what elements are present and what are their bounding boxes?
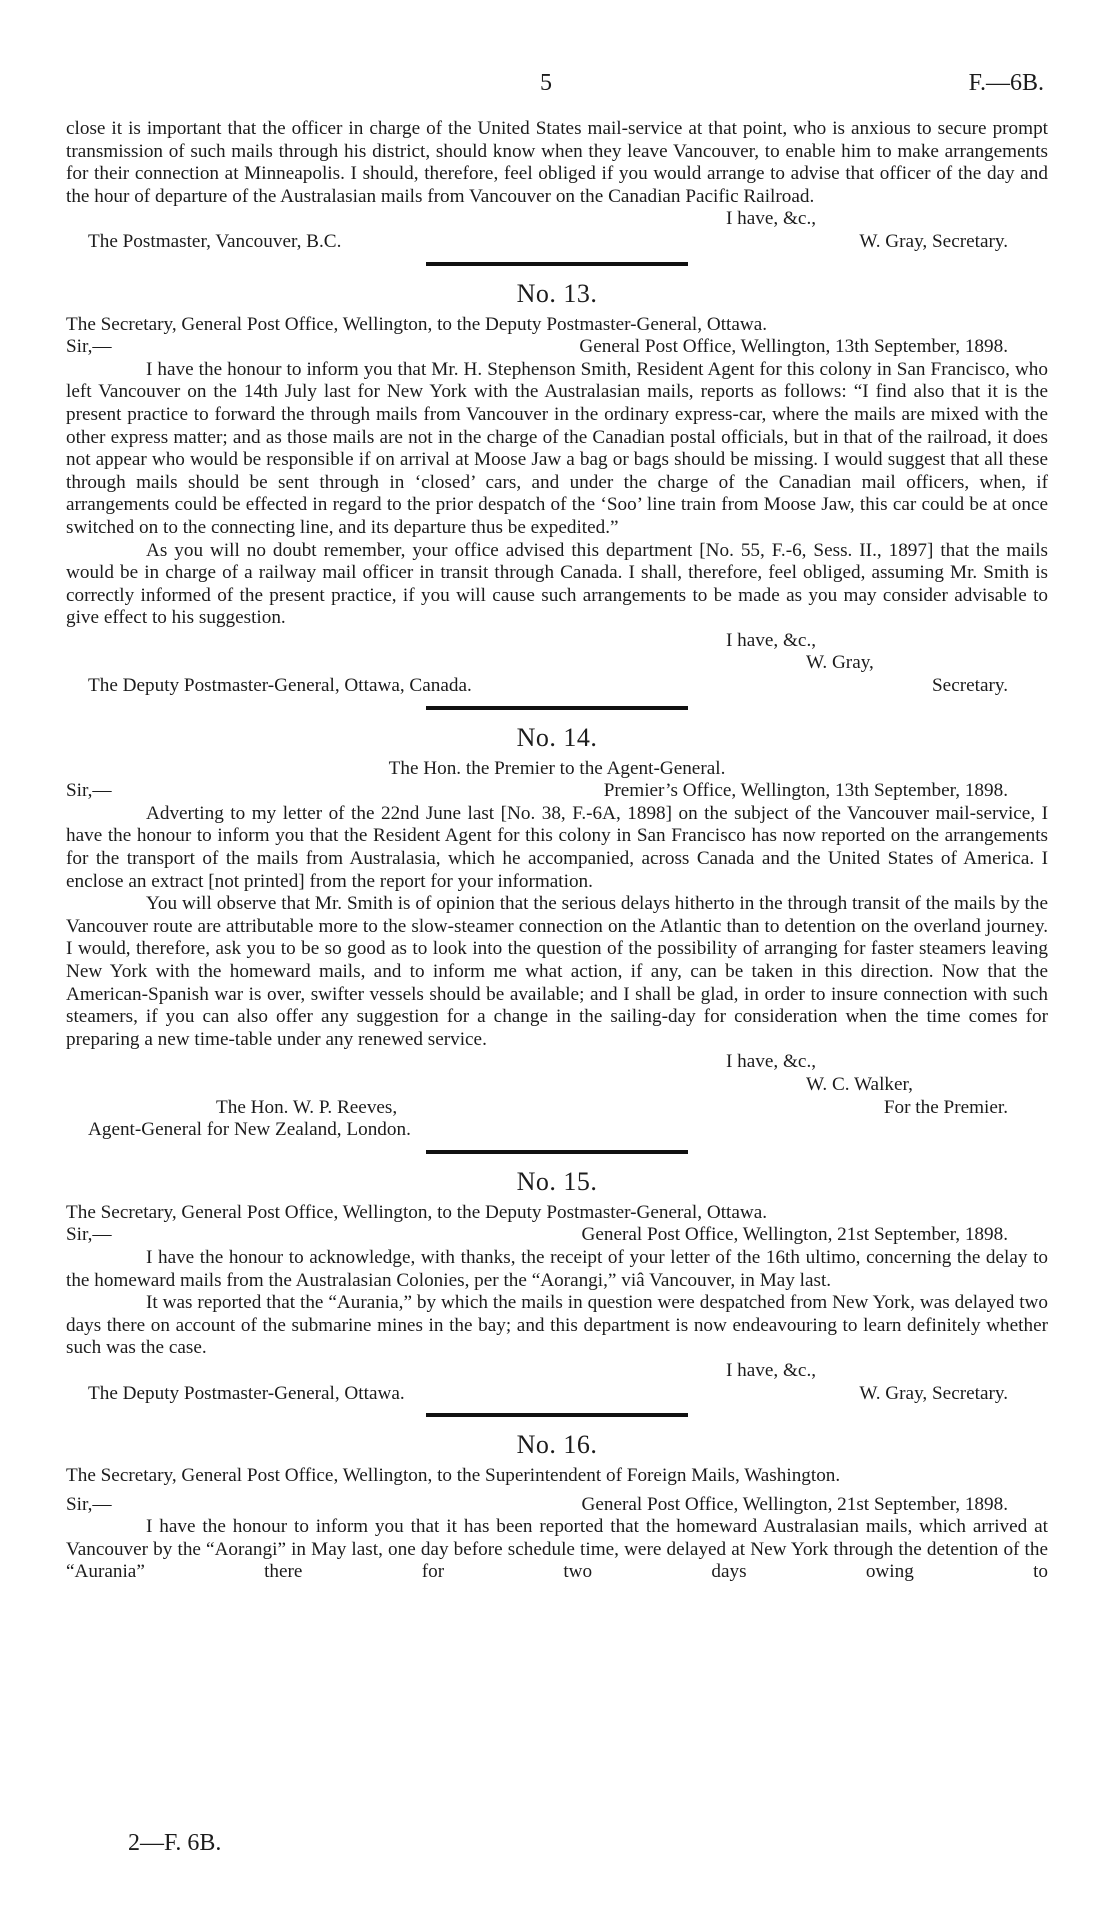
letter-closing: I have, &c., [726,629,817,651]
letter-paragraph: Adverting to my letter of the 22nd June last [No. 38, F.-6A, 1898] on the subject of the Vancouver mail-service, I have the honour to inform you that the Resident Agent for this colony in San Francisco has now reported on the arrangements for the transport of the mails from Australasia, which he accompanied, across Canada and the United States of America. I enclose an extract [not printed] from the report for your information. [66,802,1048,892]
dateline: General Post Office, Wellington, 13th September, 1898. [579,336,1008,358]
page-reference: F.—6B. [968,70,1044,96]
letter-route: The Secretary, General Post Office, Wellington, to the Superintendent of Foreign Mails, Washington. [66,1465,841,1487]
addressee-row [66,675,1048,698]
page-body [66,118,1048,1584]
section-divider [426,1150,688,1154]
letter-heading: No. 13. [516,278,598,308]
section-divider [426,1413,688,1417]
salutation: Sir,— [66,780,112,802]
letter-paragraph: I have the honour to inform you that Mr. H. Stephenson Smith, Resident Agent for this colony in San Francisco, who left Vancouver on the 14th July last for New York with the Australasian mails, reports as follows: “I find also that it is the present practice to forward the through mails from Vancouver in the ordinary express-car, where the mails are mixed with the other express matter; and as those mails are not in the charge of the Canadian postal officials, but in that of the railroad, it does not appear who would be responsible if on arrival at Moose Jaw a bag or bags should be missing. I would suggest that all these through mails should be sent through in ‘closed’ cars, and under the charge of the Canadian mail officers, when, if arrangements could be effected in regard to the prior despatch of the ‘Soo’ line train from Moose Jaw, this car could be at once switched on to the connecting line, and its departure thus be expedited.” [66,358,1048,538]
letter-addressee: The Deputy Postmaster-General, Ottawa. [88,1382,405,1404]
opening-signature-row [66,231,1048,254]
section-divider [426,706,688,710]
letter-addressee: The Deputy Postmaster-General, Ottawa, Canada. [88,675,472,697]
dateline: Premier’s Office, Wellington, 13th September, 1898. [603,780,1008,802]
letter-closing: I have, &c., [726,1359,817,1381]
section-divider [426,262,688,266]
opening-paragraph: close it is important that the officer in charge of the United States mail-service at that point, who is anxious to secure prompt transmission of such mails through his district, should know when they leave Vancouver, to enable him to make arrangements for their connection at Minneapolis. I should, therefore, feel obliged if you would arrange to advise that officer of the day and the hour of departure of the Australasian mails from Vancouver on the Canadian Pacific Railroad. [66,118,1048,207]
salutation: Sir,— [66,1224,112,1246]
letter-addressee: The Hon. W. P. Reeves, [216,1096,398,1118]
dateline: General Post Office, Wellington, 21st September, 1898. [581,1493,1008,1515]
salutation-row [66,1224,1048,1247]
letter-route: The Secretary, General Post Office, Wellington, to the Deputy Postmaster-General, Ottawa. [66,313,768,335]
letter-addressee-line2: Agent-General for New Zealand, London. [88,1119,411,1141]
letter-signature-name: W. C. Walker, [806,1073,913,1095]
letter-heading: No. 15. [516,1166,598,1196]
opening-addressee: The Postmaster, Vancouver, B.C. [88,230,342,252]
letter-signature-title: Secretary. [932,675,1008,697]
addressee-row [66,1097,1048,1120]
addressee-row [66,1383,1048,1406]
opening-signature: W. Gray, Secretary. [859,230,1008,252]
salutation-row [66,1494,1048,1517]
page-header [0,70,1114,100]
dateline: General Post Office, Wellington, 21st September, 1898. [581,1224,1008,1246]
letter-heading: No. 14. [516,722,598,752]
salutation: Sir,— [66,336,112,358]
letter-closing: I have, &c., [726,1051,817,1073]
letter-route: The Secretary, General Post Office, Wellington, to the Deputy Postmaster-General, Ottawa. [66,1201,768,1223]
letter-paragraph: As you will no doubt remember, your office advised this department [No. 55, F.-6, Sess. II., 1897] that the mails would be in charge of a railway mail officer in transit through Canada. I shall, therefore, feel obliged, assuming Mr. Smith is correctly informed of the present practice, if you will cause such arrangements to be made as you may consider advisable to give effect to his suggestion. [66,539,1048,629]
salutation: Sir,— [66,1493,112,1515]
page-footer-signature: 2—F. 6B. [128,1830,222,1856]
letter-heading: No. 16. [516,1430,598,1460]
salutation-row [66,336,1048,359]
letter-13 [66,278,1048,698]
letter-signature-name: W. Gray, [806,652,874,674]
letter-15 [66,1166,1048,1405]
letter-signature: W. Gray, Secretary. [859,1382,1008,1404]
salutation-row [66,780,1048,803]
opening-closing: I have, &c., [726,208,817,230]
letter-signature-title: For the Premier. [883,1096,1008,1118]
letter-route: The Hon. the Premier to the Agent-General. [388,757,726,779]
letter-paragraph: I have the honour to inform you that it has been reported that the homeward Australasian mails, which arrived at Vancouver by the “Aorangi” in May last, one day before schedule time, were delayed at New York through the detention of the “Aurania” there for two days owing to [66,1516,1048,1583]
letter-paragraph: You will observe that Mr. Smith is of opinion that the serious delays hitherto in the through transit of the mails by the Vancouver route are attributable more to the slow-steamer connection on the Atlantic than to detention on the overland journey. I would, therefore, ask you to be so good as to look into the question of the possibility of arranging for faster steamers leaving New York with the homeward mails, and to inform me what action, if any, can be taken in this direction. Now that the American-Spanish war is over, swifter vessels should be available; and I shall be glad, in order to insure connection with such steamers, if you can also offer any suggestion for a change in the sailing-day for consideration when the time comes for preparing a new time-table under any renewed service. [66,893,1048,1050]
page-number: 5 [540,70,552,96]
letter-paragraph: It was reported that the “Aurania,” by which the mails in question were despatched from New York, was delayed two days there on account of the submarine mines in the bay; and this department is now endeavouring to learn definitely whether such was the case. [66,1292,1048,1359]
letter-paragraph: I have the honour to acknowledge, with thanks, the receipt of your letter of the 16th ultimo, concerning the delay to the homeward mails from the Australasian Colonies, per the “Aorangi,” viâ Vancouver, in May last. [66,1246,1048,1291]
letter-16 [66,1429,1048,1584]
letter-14 [66,722,1048,1142]
